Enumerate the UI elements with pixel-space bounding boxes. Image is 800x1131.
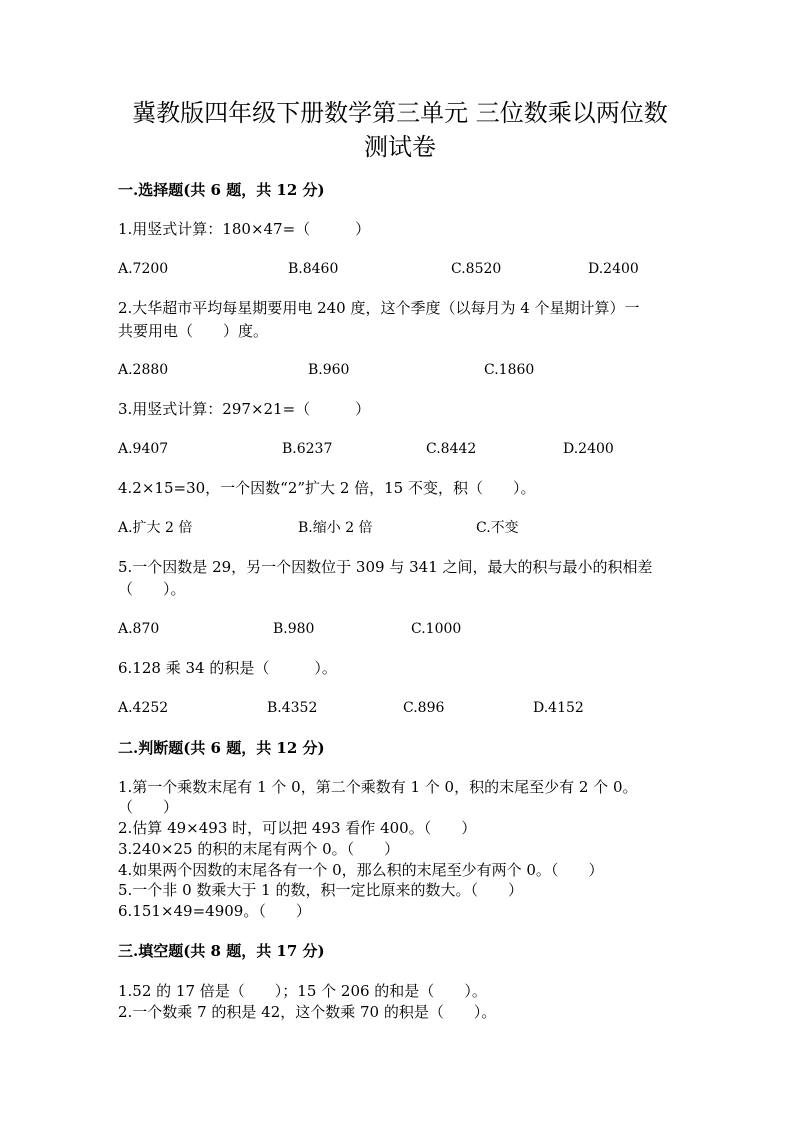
judgment-item-1-blank: （ ） (118, 798, 179, 816)
q2-option-c: C.1860 (484, 362, 535, 378)
q6-option-d: D.4152 (533, 700, 584, 716)
question-6: 6.128 乘 34 的积是（ ）。 (118, 659, 337, 677)
judgment-item-6: 6.151×49=4909。（ ） (118, 902, 311, 920)
q6-option-a: A.4252 (118, 700, 169, 716)
q1-option-d: D.2400 (588, 261, 639, 277)
judgment-item-4: 4.如果两个因数的末尾各有一个 0，那么积的末尾至少有两个 0。（ ） (118, 861, 604, 879)
fill-item-1: 1.52 的 17 倍是（ ）；15 个 206 的和是（ ）。 (118, 982, 487, 1000)
judgment-item-5: 5.一个非 0 数乘大于 1 的数，积一定比原来的数大。（ ） (118, 881, 523, 899)
q6-option-c: C.896 (403, 700, 445, 716)
question-2-line1: 2.大华超市平均每星期要用电 240 度，这个季度（以每月为 4 个星期计算）一 (118, 299, 640, 317)
judgment-item-1: 1.第一个乘数末尾有 1 个 0，第二个乘数有 1 个 0，积的末尾至少有 2 个 0。 (118, 778, 638, 796)
q2-option-a: A.2880 (118, 362, 169, 378)
fill-item-2: 2.一个数乘 7 的积是 42，这个数乘 70 的积是（ ）。 (118, 1003, 497, 1021)
page-title-line1: 冀教版四年级下册数学第三单元 三位数乘以两位数 (132, 99, 668, 127)
judgment-item-3: 3.240×25 的积的末尾有两个 0。（ ） (118, 840, 400, 858)
question-2-line2: 共要用电（ ）度。 (118, 322, 269, 340)
q1-option-c: C.8520 (451, 261, 502, 277)
page-title-line2: 测试卷 (364, 133, 436, 161)
q3-option-b: B.6237 (282, 441, 333, 457)
section-heading-judgment: 二.判断题(共 6 题，共 12 分) (118, 739, 325, 757)
question-3: 3.用竖式计算：297×21=（ ） (118, 400, 371, 418)
question-1: 1.用竖式计算：180×47=（ ） (118, 220, 371, 238)
q5-option-b: B.980 (273, 621, 315, 637)
section-heading-fill-blank: 三.填空题(共 8 题，共 17 分) (118, 942, 325, 960)
judgment-item-2: 2.估算 49×493 时，可以把 493 看作 400。（ ） (118, 819, 477, 837)
q1-option-a: A.7200 (118, 261, 169, 277)
q4-option-c: C.不变 (476, 520, 519, 536)
section-heading-choice: 一.选择题(共 6 题，共 12 分) (118, 181, 325, 199)
q1-option-b: B.8460 (288, 261, 339, 277)
question-4: 4.2×15=30，一个因数“2”扩大 2 倍，15 不变，积（ ）。 (118, 479, 536, 497)
q5-option-c: C.1000 (411, 621, 462, 637)
question-5-line2: （ ）。 (118, 580, 186, 598)
q2-option-b: B.960 (308, 362, 350, 378)
q3-option-c: C.8442 (426, 441, 477, 457)
q3-option-d: D.2400 (563, 441, 614, 457)
q4-option-a: A.扩大 2 倍 (118, 520, 193, 536)
q5-option-a: A.870 (118, 621, 160, 637)
q3-option-a: A.9407 (118, 441, 169, 457)
question-5-line1: 5.一个因数是 29，另一个因数位于 309 与 341 之间，最大的积与最小的积相差 (118, 558, 653, 576)
q6-option-b: B.4352 (267, 700, 318, 716)
q4-option-b: B.缩小 2 倍 (298, 520, 373, 536)
